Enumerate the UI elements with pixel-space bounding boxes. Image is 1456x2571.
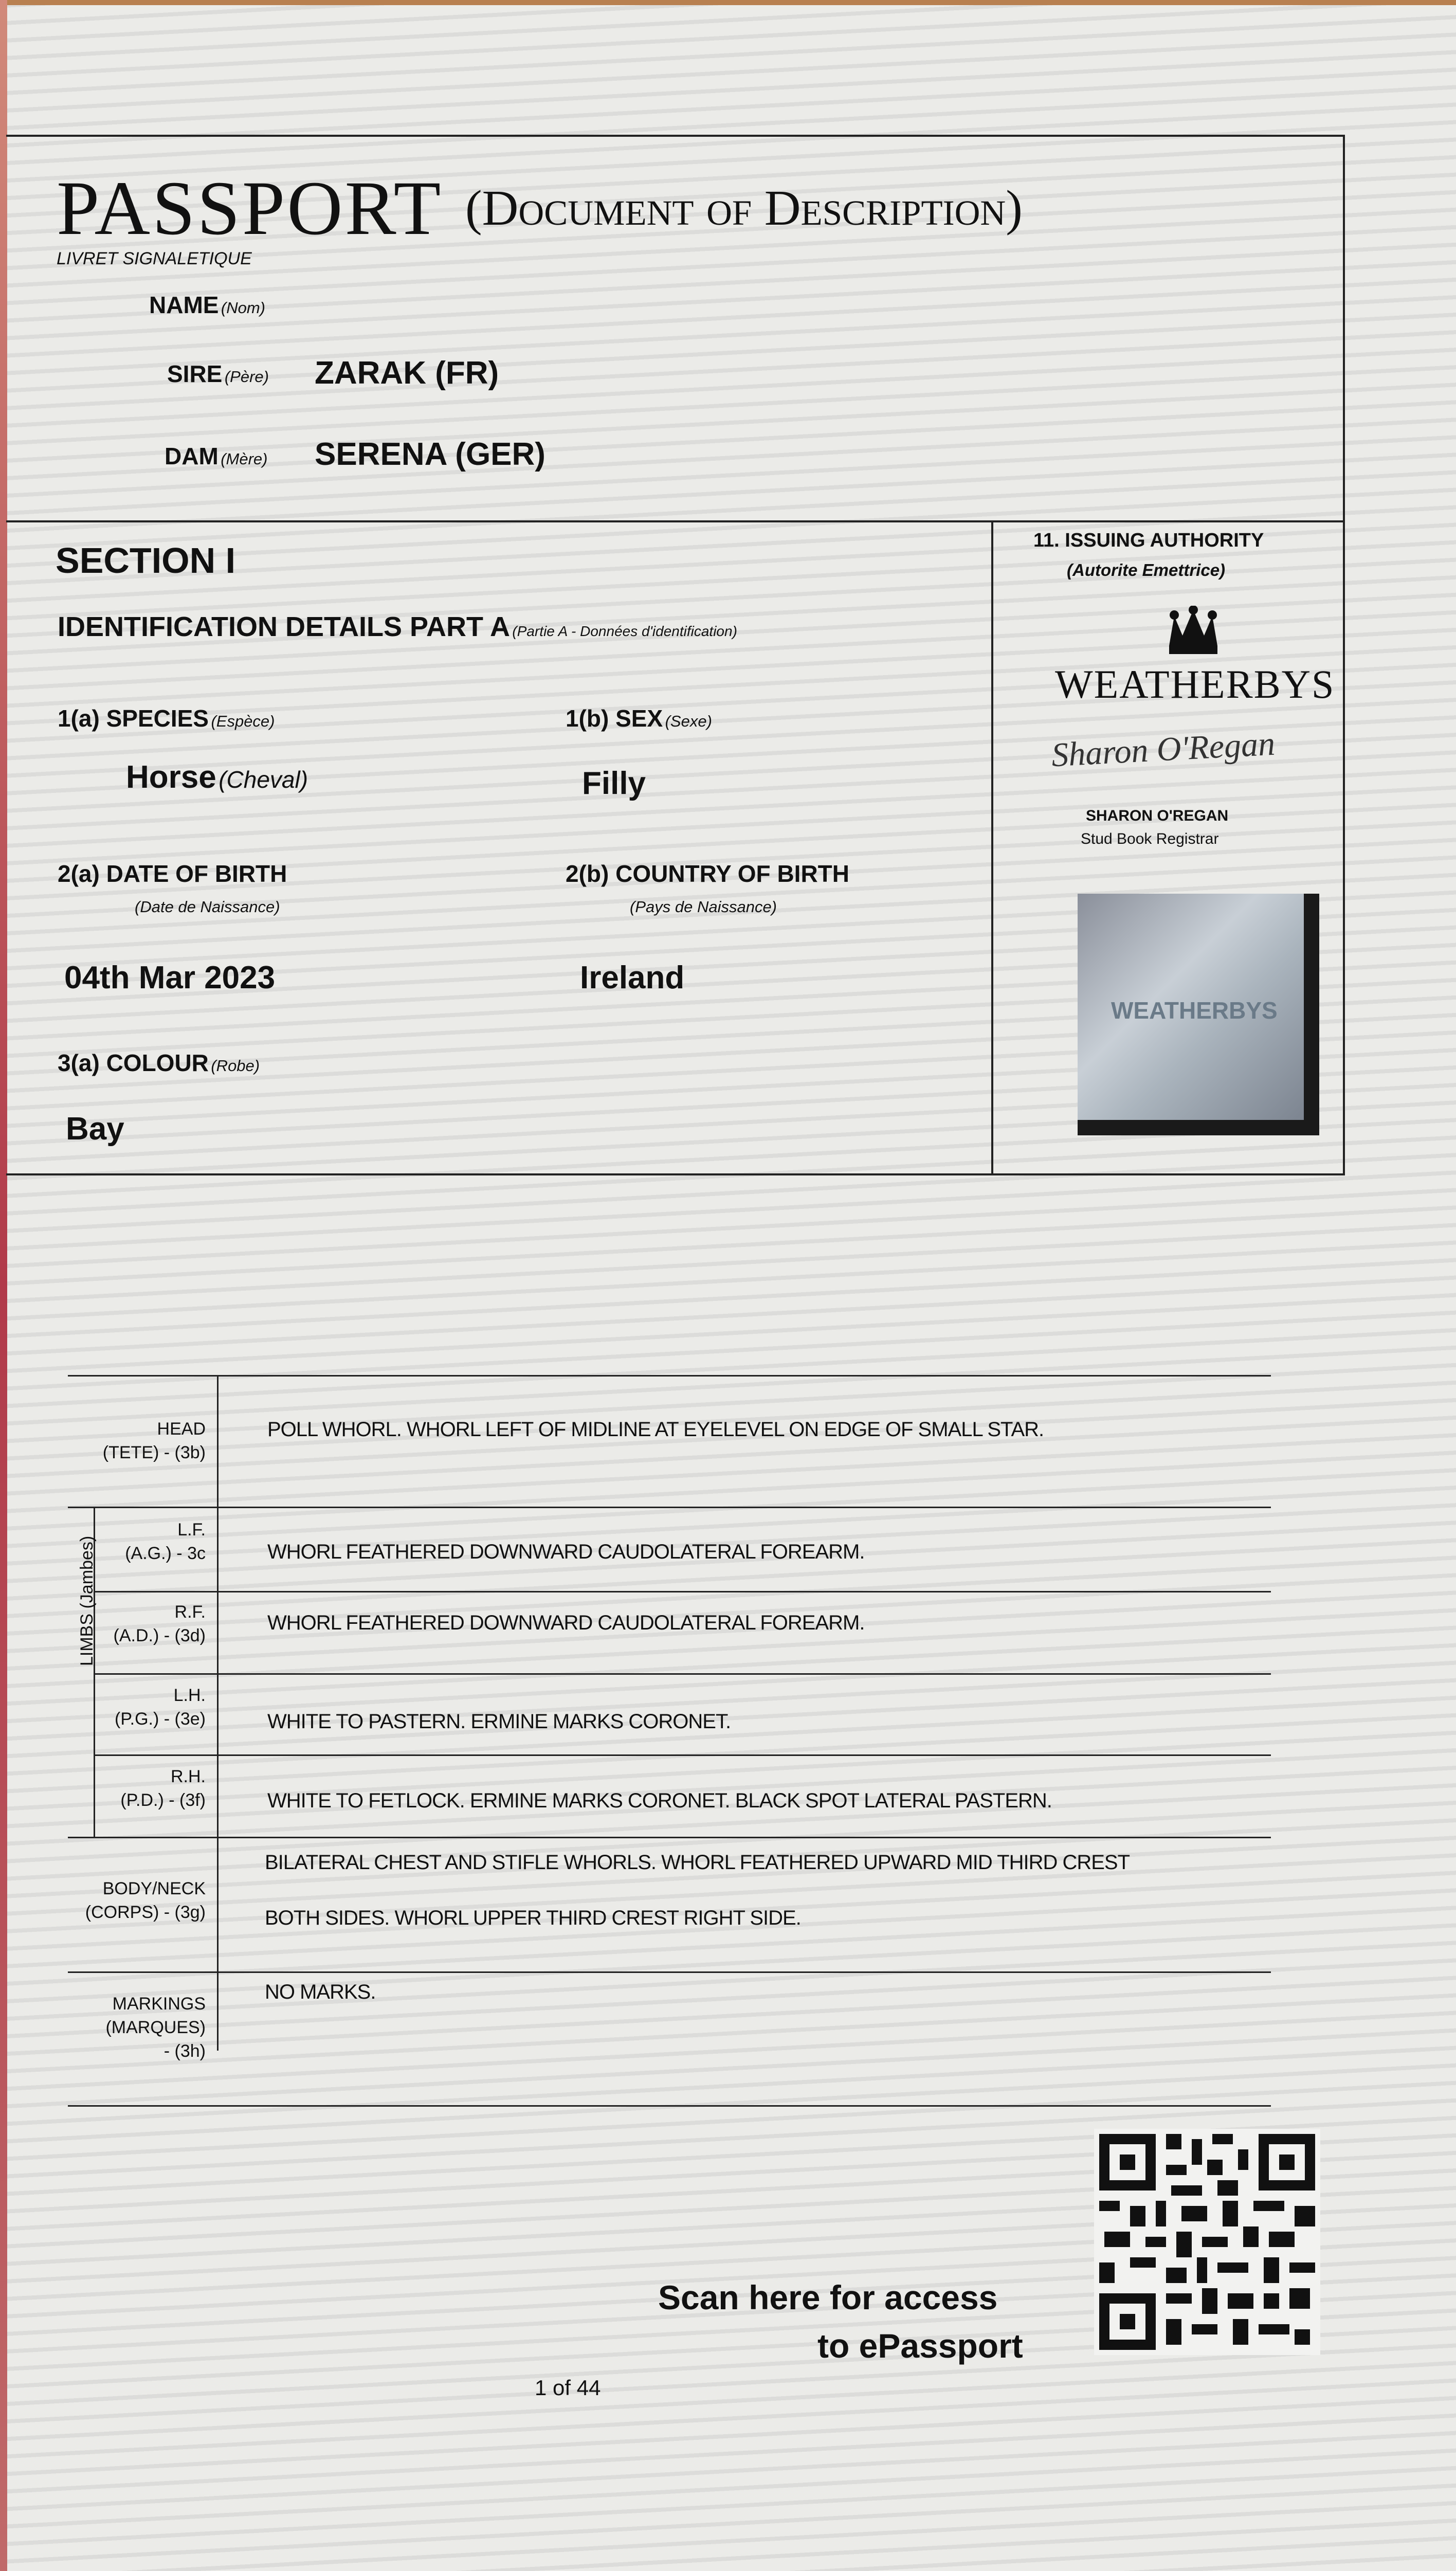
section-subtitle-fr: (Partie A - Données d'identification) [512,623,737,639]
security-hologram [1078,894,1304,1120]
passport-subtitle: (Document of Description) [465,180,1023,236]
signer-name: SHARON O'REGAN [1086,807,1229,824]
head-description: POLL WHORL. WHORL LEFT OF MIDLINE AT EYELEVEL ON EDGE OF SMALL STAR. [267,1418,1044,1441]
cob-value: Ireland [580,960,685,995]
head-row-label [77,1417,206,1464]
body-row-label [67,1877,206,1924]
signer-role: Stud Book Registrar [1081,830,1219,847]
page-number: 1 of 44 [535,2376,601,2400]
rh-description: WHITE TO FETLOCK. ERMINE MARKS CORONET. BLACK SPOT LATERAL PASTERN. [267,1789,1052,1812]
body-description-1: BILATERAL CHEST AND STIFLE WHORLS. WHORL FEATHERED UPWARD MID THIRD CREST [265,1851,1130,1874]
body-label-fr: (CORPS) - (3g) [85,1903,206,1922]
colour-fr: (Robe) [211,1057,260,1075]
dob-fr: (Date de Naissance) [135,898,280,916]
sex-label-row [566,704,712,732]
species-value-row [126,759,308,795]
name-row [149,291,265,319]
name-fr: (Nom) [221,299,266,317]
colour-value: Bay [66,1111,124,1147]
dam-row [165,442,268,470]
markings-row-label [67,1992,206,2063]
dam-fr: (Mère) [221,450,268,468]
sex-value: Filly [582,766,646,801]
lf-label-fr: (A.G.) - 3c [125,1544,206,1563]
species-label-row [58,704,275,732]
rf-label-fr: (A.D.) - (3d) [113,1626,206,1645]
qr-code-icon[interactable] [1094,2129,1320,2355]
sire-label: SIRE [167,360,223,387]
rf-row-label [98,1600,206,1647]
markings-top [68,1375,1271,1377]
dob-value: 04th Mar 2023 [64,960,276,995]
rf-label: R.F. [174,1602,206,1622]
section-subtitle: IDENTIFICATION DETAILS PART A [58,611,510,642]
cob-label: 2(b) COUNTRY OF BIRTH [566,860,849,887]
scan-line-1: Scan here for access [658,2278,998,2316]
dam-label: DAM [165,443,219,469]
section-subtitle-row [58,611,737,643]
lf-label: L.F. [177,1520,206,1540]
lf-row-label [98,1518,206,1565]
binding-edge [0,0,7,2571]
row-line-5 [68,1837,1271,1838]
scan-line-2: to ePassport [817,2327,1023,2365]
row-line-3 [94,1673,1271,1675]
row-line-1 [68,1507,1271,1508]
header-divider [6,520,1345,522]
markings-label-fr: (MARQUES) [105,2018,206,2037]
markings-bottom [68,2105,1271,2107]
livret-label: LIVRET SIGNALETIQUE [57,249,252,268]
crown-logo-icon [1165,606,1222,657]
markings-label-code: - (3h) [163,2041,206,2061]
dam-value: SERENA (GER) [315,437,545,472]
species-label: 1(a) SPECIES [58,705,209,732]
name-label: NAME [149,292,219,318]
species-value: Horse [126,759,216,795]
row-line-6 [68,1971,1271,1973]
head-label: HEAD [157,1419,206,1439]
frame-top [6,135,1345,137]
sex-label: 1(b) SEX [566,705,663,732]
colour-label: 3(a) COLOUR [58,1049,209,1076]
species-value-fr: (Cheval) [219,766,308,793]
section-title: SECTION I [56,540,236,581]
rh-label: R.H. [171,1767,206,1786]
rh-label-fr: (P.D.) - (3f) [120,1790,206,1810]
dob-label: 2(a) DATE OF BIRTH [58,860,287,887]
colour-label-row [58,1049,260,1077]
authority-divider [991,520,993,1174]
head-label-fr: (TETE) - (3b) [102,1443,206,1462]
row-line-2 [94,1591,1271,1592]
markings-description: NO MARKS. [265,1981,376,2003]
species-fr: (Espèce) [211,712,275,730]
lf-description: WHORL FEATHERED DOWNWARD CAUDOLATERAL FOREARM. [267,1541,865,1563]
row-line-4 [94,1754,1271,1756]
frame-right [1343,135,1345,1174]
sex-fr: (Sexe) [665,712,712,730]
markings-label: MARKINGS [112,1994,206,2014]
rh-row-label [98,1765,206,1812]
registrar-signature: Sharon O'Regan [1050,725,1276,774]
body-description-2: BOTH SIDES. WHORL UPPER THIRD CREST RIGHT SIDE. [265,1907,801,1929]
markings-col-divider [217,1375,219,2051]
lh-label: L.H. [173,1686,206,1705]
passport-title: PASSPORT [57,166,443,251]
authority-org: WEATHERBYS [1055,662,1335,707]
page-top-edge [0,0,1456,5]
hologram-text: WEATHERBYS [1111,997,1278,1024]
authority-fr: (Autorite Emettrice) [1067,560,1226,580]
lh-description: WHITE TO PASTERN. ERMINE MARKS CORONET. [267,1710,731,1733]
lh-row-label [98,1683,206,1731]
sire-row [167,360,269,388]
sire-fr: (Père) [224,368,269,386]
authority-label: 11. ISSUING AUTHORITY [1033,530,1264,551]
lh-label-fr: (P.G.) - (3e) [115,1709,206,1729]
rf-description: WHORL FEATHERED DOWNWARD CAUDOLATERAL FOREARM. [267,1612,865,1634]
sire-value: ZARAK (FR) [315,355,499,391]
limbs-label: LIMBS (Jambes) [77,1535,97,1666]
cob-fr: (Pays de Naissance) [630,898,777,916]
body-label: BODY/NECK [102,1879,206,1898]
section-bottom [6,1173,1345,1175]
